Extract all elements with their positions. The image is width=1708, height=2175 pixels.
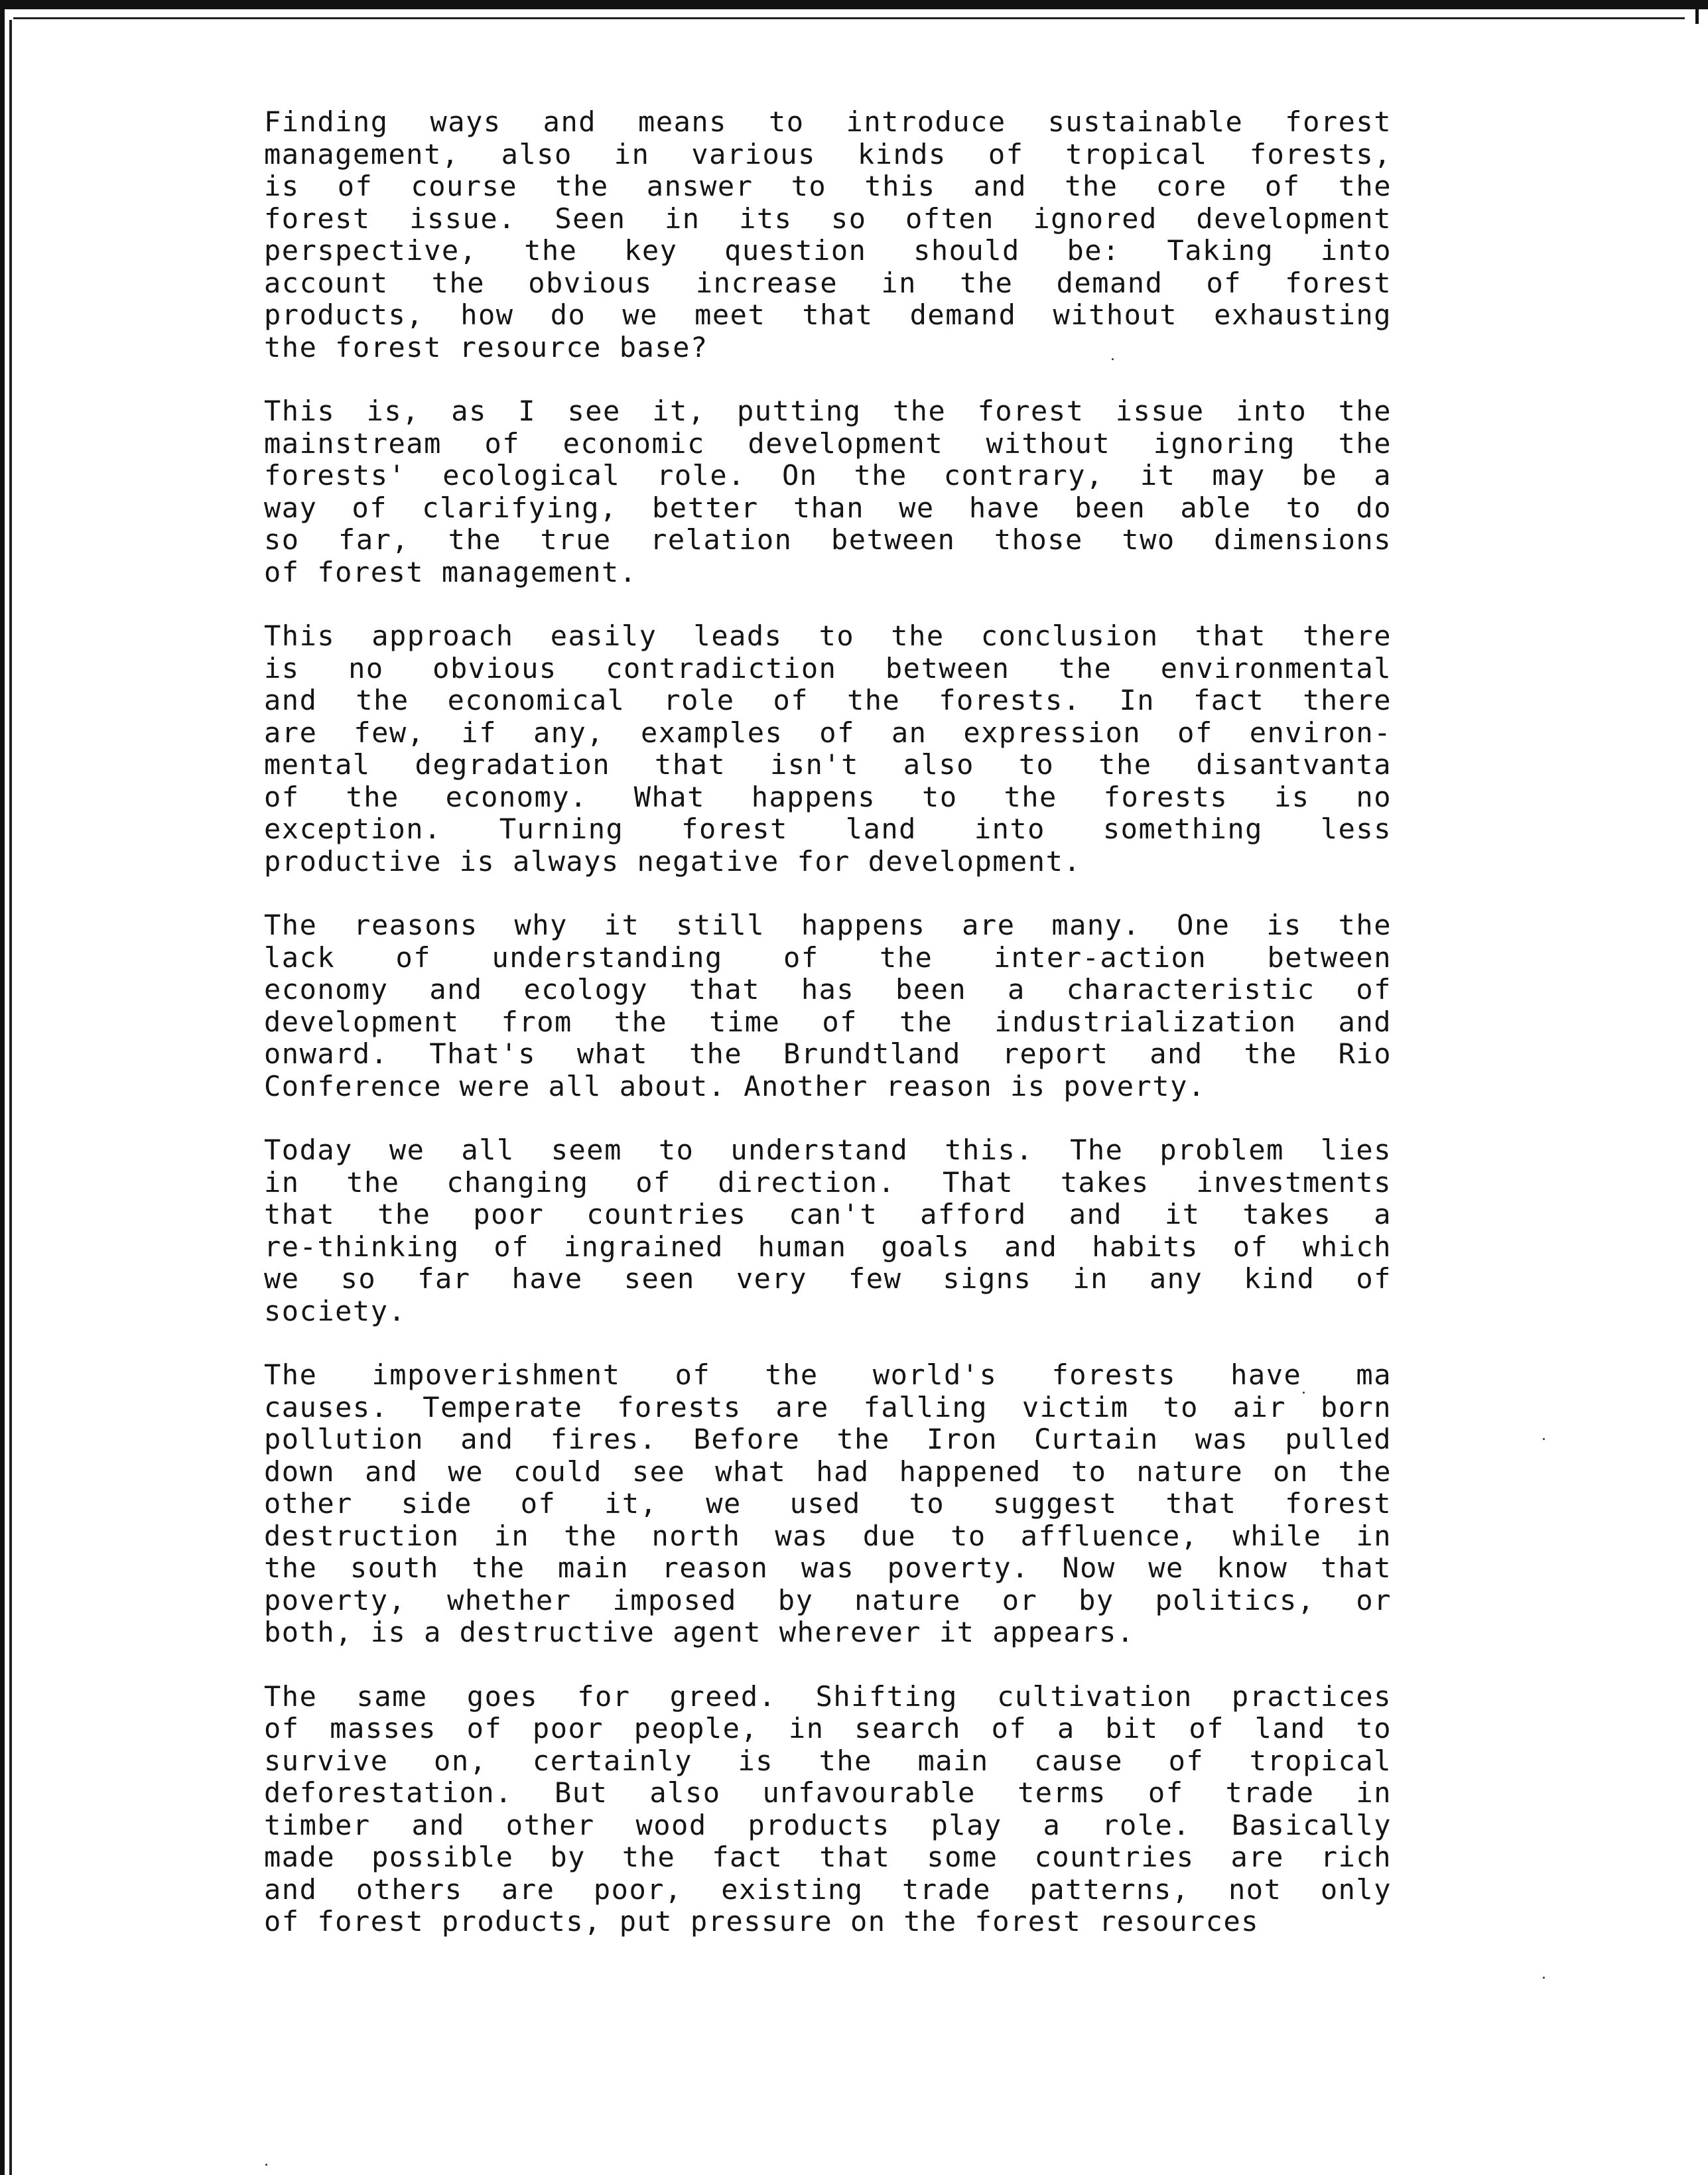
text-line: so far, the true relation between those two dimensions [264,523,1392,556]
text-line: This approach easily leads to the conclusion that there [264,620,1392,652]
text-line: and others are poor, existing trade patterns, not only [264,1873,1392,1906]
text-line: destruction in the north was due to affluence, while in [264,1519,1392,1552]
text-line: are few, if any, examples of an expression of environ- [264,716,1392,749]
text-line: of masses of poor people, in search of a bit of land to [264,1712,1392,1745]
text-line: Finding ways and means to introduce sustainable forest [264,105,1392,138]
text-line: causes. Temperate forests are falling victim to air born [264,1390,1392,1423]
text-line: The same goes for greed. Shifting cultivation practices [264,1680,1392,1713]
text-line: pollution and fires. Before the Iron Curtain was pulled [264,1423,1392,1455]
text-line: forests' ecological role. On the contrary, it may be a [264,459,1392,492]
text-line: perspective, the key question should be: Taking into [264,234,1392,267]
text-line: deforestation. But also unfavourable terms of trade in [264,1776,1392,1809]
text-line: that the poor countries can't afford and it takes a [264,1198,1392,1230]
scan-left-edge [0,0,5,2175]
text-line: lack of understanding of the inter-action between [264,941,1392,974]
paragraph [264,1359,1392,1649]
paragraph [264,395,1392,588]
text-line: Today we all seem to understand this. The problem lies [264,1134,1392,1166]
text-line: we so far have seen very few signs in any kind of [264,1262,1392,1295]
text-line: mainstream of economic development without ignoring the [264,427,1392,460]
text-line: and the economical role of the forests. In fact there [264,684,1392,716]
paragraph [264,909,1392,1102]
text-line: productive is always negative for development. [264,844,1082,878]
text-line: poverty, whether imposed by nature or by politics, or [264,1583,1392,1616]
scan-corner-mark [1695,9,1699,24]
text-line: exception. Turning forest land into something less [264,813,1392,845]
text-line: other side of it, we used to suggest that forest [264,1487,1392,1520]
text-line: development from the time of the industrialization and [264,1005,1392,1038]
text-line: in the changing of direction. That takes investments [264,1165,1392,1199]
paragraph [264,1681,1392,1938]
text-line: survive on, certainly is the main cause of tropical [264,1744,1392,1777]
text-line: both, is a destructive agent wherever it appears. [264,1616,1135,1648]
text-line: way of clarifying, better than we have been able to do [264,491,1392,524]
text-line: This is, as I see it, putting the forest issue into the [264,395,1392,427]
text-line: the south the main reason was poverty. Now we know that [264,1551,1392,1584]
text-line: management, also in various kinds of tropical forests, [264,137,1392,170]
text-line: made possible by the fact that some countries are rich [264,1841,1392,1873]
scan-speck [265,2164,267,2166]
text-line: The impoverishment of the world's forests have ma [264,1358,1392,1391]
paragraph [264,620,1392,878]
text-line: onward. That's what the Brundtland report and the Rio [264,1037,1392,1070]
text-line: of forest management. [264,555,637,588]
text-line: is no obvious contradiction between the environmental [264,651,1392,685]
text-line: The reasons why it still happens are many. One is the [264,909,1392,941]
text-line: timber and other wood products play a role. Basically [264,1808,1392,1841]
paragraph [264,106,1392,363]
text-line: economy and ecology that has been a characteristic of [264,973,1392,1006]
text-line: of the economy. What happens to the forests is no [264,780,1392,813]
scan-top-edge [0,0,1708,9]
text-line: forest issue. Seen in its so often ignored development [264,202,1392,235]
text-line: is of course the answer to this and the core of the [264,170,1392,202]
text-line: down and we could see what had happened to nature on the [264,1455,1392,1488]
text-line: the forest resource base? [264,330,708,363]
text-line: mental degradation that isn't also to the disantvanta [264,748,1392,781]
text-line: account the obvious increase in the demand of forest [264,266,1392,299]
scan-speck [1543,1438,1545,1440]
document-body [264,106,1392,1970]
scan-top-rule [13,17,1685,19]
text-line: re-thinking of ingrained human goals and habits of which [264,1230,1392,1263]
text-line: products, how do we meet that demand without exhausting [264,298,1392,331]
text-line: of forest products, put pressure on the forest resources [264,1905,1260,1938]
scan-speck [1543,1977,1545,1979]
text-line: Conference were all about. Another reason is poverty. [264,1069,1206,1102]
paragraph [264,1134,1392,1327]
text-line: society. [264,1294,407,1327]
scan-left-rule [9,20,12,2175]
